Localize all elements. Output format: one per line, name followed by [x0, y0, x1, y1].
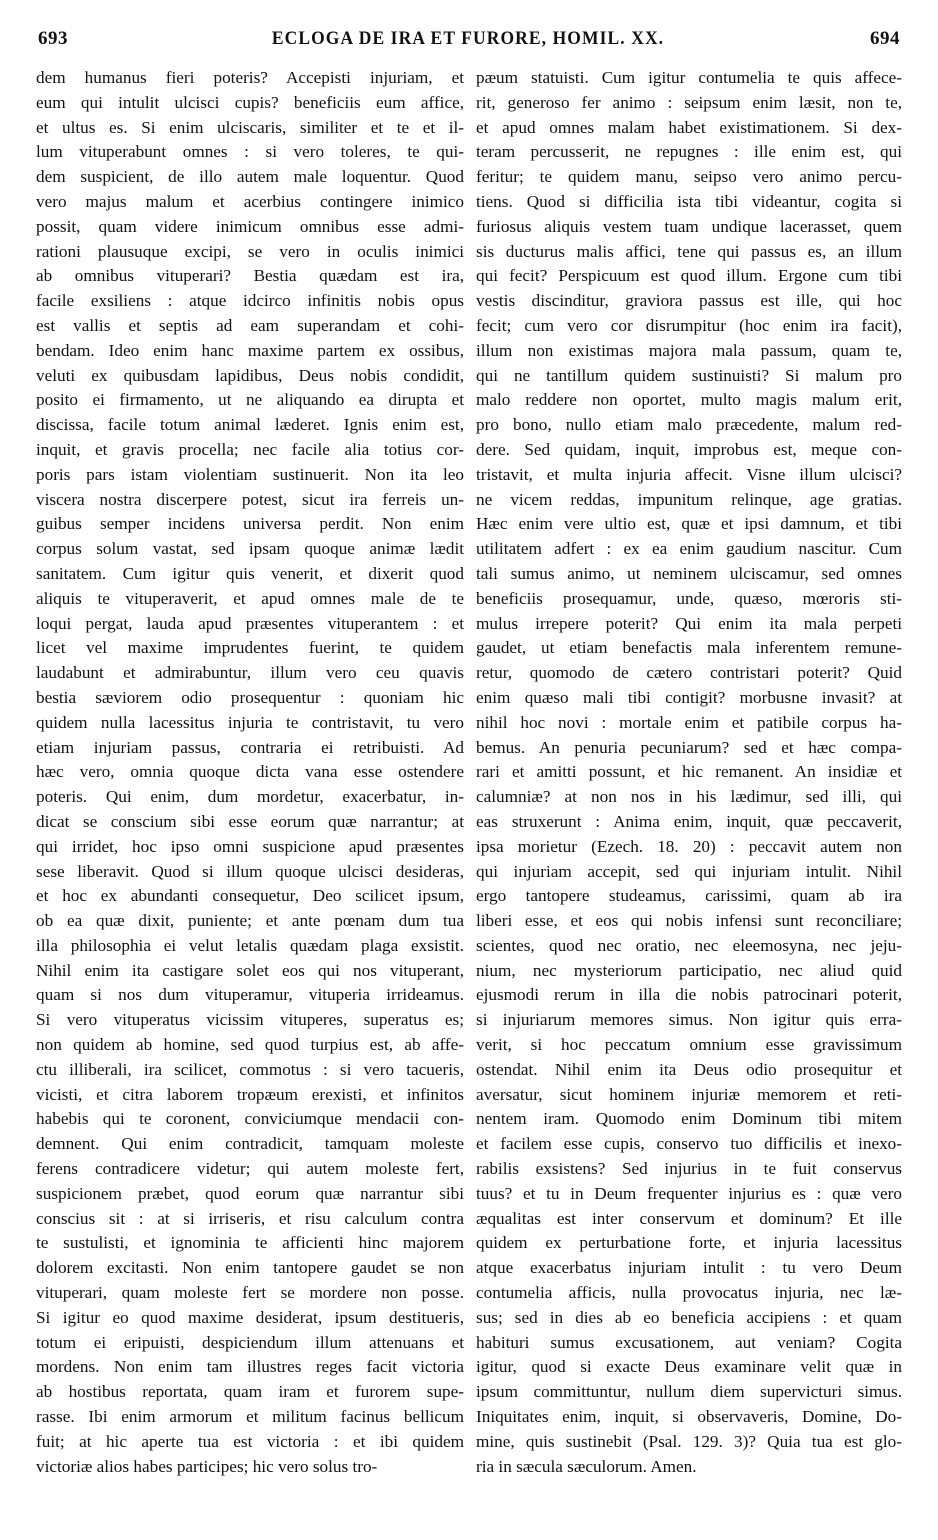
text-line: vestis discinditur, graviora passus est ille, qui hoc	[476, 291, 902, 311]
text-line: laudabunt et admirabuntur, illum vero ceu quavis	[36, 663, 464, 683]
text-line: teram percusserit, ne repugnes : ille enim est, qui	[476, 142, 902, 162]
text-line: rabilis exsistens? Sed injurius in te fuit conservus	[476, 1159, 902, 1179]
text-line: Iniquitates enim, inquit, si observaveris, Domine, Do-	[476, 1407, 902, 1427]
text-line: eum qui intulit ulcisci cupis? beneficiis eum affice,	[36, 92, 464, 112]
text-line: conscius sit : at si irriseris, et risu calculum contra	[36, 1208, 464, 1228]
text-line: etiam injuriam passus, contraria ei retribuisti. Ad	[36, 737, 464, 757]
text-line: qui injuriam accepit, sed qui injuriam intulit. Nihil	[476, 861, 902, 881]
text-line: vero majus malum et acerbius contingere inimico	[36, 191, 464, 211]
text-line: qui fecit? Perspicuum est quod illum. Ergone cum tibi	[476, 266, 902, 286]
text-line: est vallis et septis ad eam superandam et cohi-	[36, 315, 464, 335]
text-line: sanitatem. Cum igitur quis venerit, et dixerit quod	[36, 563, 464, 583]
text-line: qui ne tantillum quidem sustinuisti? Si malum pro	[476, 365, 902, 385]
right-page-number: 694	[870, 28, 900, 49]
text-line: discissa, facile totum animal læderet. Ignis enim est,	[36, 415, 464, 435]
text-line: ne vicem reddas, impunitum relinque, age gratias.	[476, 489, 902, 509]
text-line: beneficiis prosequamur, unde, quæso, mœroris sti-	[476, 588, 902, 608]
text-line: pro bono, nullo etiam malo præcedente, malum red-	[476, 415, 902, 435]
text-line: poris pars istam violentiam sustinuerit. Non ita leo	[36, 464, 464, 484]
text-line: ipsum committuntur, nullum diem supervicturi simus.	[476, 1382, 902, 1402]
text-line: bemus. An penuria pecuniarum? sed et hæc compa-	[476, 737, 902, 757]
text-line: quam si nos dum vituperamur, vituperia irrideamus.	[36, 985, 464, 1005]
text-line: suspicionem præbet, quod eorum quæ narrantur sibi	[36, 1183, 464, 1203]
text-line: dem humanus fieri poteris? Accepisti injuriam, et	[36, 68, 464, 87]
text-line: Si igitur eo quod maxime desiderat, ipsum destitueris,	[36, 1307, 464, 1327]
text-line: corpus solum vastat, sed ipsam quoque animæ lædit	[36, 539, 464, 559]
text-line: rasse. Ibi enim armorum et militum facinus bellicum	[36, 1407, 464, 1427]
text-line: verit, si hoc peccatum omnium esse gravissimum	[476, 1035, 902, 1055]
text-line: ria in sæcula sæculorum. Amen.	[476, 1456, 697, 1476]
text-line: dolorem excitasti. Non enim tantopere gaudet se non	[36, 1258, 464, 1278]
text-line: furiosus aliquis vestem tuam undique lacerasset, quem	[476, 216, 902, 236]
running-header	[32, 28, 904, 62]
text-line: dem suspicient, de illo autem male loquentur. Quod	[36, 167, 464, 187]
text-line: lum vituperabunt omnes : si vero toleres, te qui-	[36, 142, 464, 162]
text-line: ctu illiberali, ira scilicet, commotus : si vero tacueris,	[36, 1059, 464, 1079]
text-line: illum non existimas majora mala passum, quam te,	[476, 340, 902, 360]
text-line: totum ei eripuisti, despiciendum illum attenuans et	[36, 1332, 464, 1352]
text-line: facile exsiliens : atque idcirco infinitis nobis opus	[36, 291, 464, 311]
text-line: contumelia afficis, nulla provocatus injuria, nec læ-	[476, 1283, 902, 1303]
text-line: possit, quam videre inimicum omnibus esse admi-	[36, 216, 464, 236]
text-line: licet vel maxime imprudentes fuerint, te quidem	[36, 638, 464, 658]
text-line: ferens contradicere videtur; qui autem moleste fert,	[36, 1159, 464, 1179]
text-line: ab hostibus reportata, quam iram et furorem supe-	[36, 1382, 464, 1402]
text-line: gaudet, ut etiam benefactis mala inferentem remune-	[476, 638, 902, 658]
text-line: bestia sæviorem odio prosequentur : quoniam hic	[36, 687, 464, 707]
left-page-number: 693	[38, 28, 68, 49]
text-line: rationi plausuque excipi, se vero in oculis inimici	[36, 241, 464, 261]
text-line: æqualitas est inter conservum et dominum? Et ille	[476, 1208, 902, 1228]
text-line: sus; sed in dies ab eo beneficia accipiens : et quam	[476, 1307, 902, 1327]
text-line: Nihil enim ita castigare solet eos qui nos vituperant,	[36, 960, 464, 980]
text-line: aversatur, sicut hominem injuriæ memorem et reti-	[476, 1084, 902, 1104]
text-line: rit, generoso fer animo : seipsum enim læsit, non te,	[476, 92, 902, 112]
text-line: mine, quis sustinebit (Psal. 129. 3)? Quia tua est glo-	[476, 1431, 902, 1451]
text-line: liberi esse, et eos qui nobis infensi sunt reconciliare;	[476, 911, 902, 931]
text-line: Si vero vituperatus vicissim vituperes, superatus es;	[36, 1010, 464, 1030]
text-line: bendam. Ideo enim hanc maxime partem ex ossibus,	[36, 340, 464, 360]
text-line: ab omnibus vituperari? Bestia quædam est ira,	[36, 266, 464, 286]
text-line: qui irridet, hoc ipso omni suspicione apud præsentes	[36, 836, 464, 856]
text-line: victoriæ alios habes participes; hic vero solus tro-	[36, 1456, 378, 1476]
text-line: et facilem esse cupis, conservo tuo difficilis et inexo-	[476, 1134, 902, 1154]
text-line: mulus irrepere poterit? Qui enim ita mala perpeti	[476, 613, 902, 633]
text-line: dere. Sed quidam, inquit, improbus est, meque con-	[476, 439, 902, 459]
text-line: Hæc enim vere ultio est, quæ et ipsi damnum, et tibi	[476, 514, 902, 534]
text-line: nihil hoc novi : mortale enim et patibile corpus ha-	[476, 712, 902, 732]
text-line: eas struxerunt : Anima enim, inquit, quæ peccaverit,	[476, 811, 902, 831]
text-line: pæum statuisti. Cum igitur contumelia te quis affece-	[476, 68, 902, 87]
text-line: quidem ex perturbatione forte, et injuria lacessitus	[476, 1233, 902, 1253]
text-line: sese liberavit. Quod si illum quoque ulcisci desideras,	[36, 861, 464, 881]
text-line: malo reddere non oportet, multo magis malum erit,	[476, 390, 902, 410]
text-line: dicat se conscium sibi esse eorum quæ narrantur; at	[36, 811, 464, 831]
running-title: ECLOGA DE IRA ET FURORE, HOMIL. XX.	[271, 28, 665, 49]
text-line: non quidem ab homine, sed quod turpius est, ab affe-	[36, 1035, 464, 1055]
text-line: rari et amitti possunt, et hic remanent. An insidiæ et	[476, 762, 902, 782]
text-line: et apud omnes malam habet existimationem. Si dex-	[476, 117, 902, 137]
text-line: hæc vero, omnia quoque dicta vana esse ostendere	[36, 762, 464, 782]
text-line: fuit; at hic aperte tua est victoria : et ibi quidem	[36, 1431, 464, 1451]
text-line: ob ea quæ dixit, puniente; et ante pœnam dum tua	[36, 911, 464, 931]
text-line: quidem nulla lacessitus injuria te contristavit, tu vero	[36, 712, 464, 732]
text-line: habebis qui te coronent, conviciumque mendacii con-	[36, 1109, 464, 1129]
text-line: nium, nec mysteriorum participatio, nec aliud quid	[476, 960, 902, 980]
text-line: poteris. Qui enim, dum mordetur, exacerbatur, in-	[36, 787, 464, 807]
text-line: fecit; cum vero cor disrumpitur (hoc enim ira facit),	[476, 315, 902, 335]
text-line: feritur; te quidem manu, seipso vero animo percu-	[476, 167, 902, 187]
text-line: vicisti, et citra laborem tropæum erexisti, et infinitos	[36, 1084, 464, 1104]
text-line: habituri sumus excusationem, aut veniam? Cogita	[476, 1332, 902, 1352]
text-line: demnent. Qui enim contradicit, tamquam moleste	[36, 1134, 464, 1154]
text-line: tristavit, et multa injuria affecit. Visne illum ulcisci?	[476, 464, 902, 484]
text-line: loqui pergat, lauda apud præsentes vituperantem : et	[36, 613, 464, 633]
text-line: ergo tantopere studeamus, carissimi, quam ab ira	[476, 886, 902, 906]
right-column	[476, 66, 902, 1479]
text-line: et ultus es. Si enim ulciscaris, similiter et te et il-	[36, 117, 464, 137]
text-line: aliquis te vituperaverit, et apud omnes male de te	[36, 588, 464, 608]
text-line: ipsa morietur (Ezech. 18. 20) : peccavit autem non	[476, 836, 902, 856]
text-line: sis ducturus malis affici, tene qui passus es, an illum	[476, 241, 902, 261]
text-line: calumniæ? at non nos in his lædimur, sed illi, qui	[476, 787, 902, 807]
text-line: veluti ex quibusdam lapidibus, Deus nobis condidit,	[36, 365, 464, 385]
text-line: mordens. Non enim tam illustres reges facit victoria	[36, 1357, 464, 1377]
text-line: si injuriarum memores simus. Non igitur quis erra-	[476, 1010, 902, 1030]
text-line: vituperari, quam moleste fert se mordere non posse.	[36, 1283, 464, 1303]
text-line: nentem iram. Quomodo enim Dominum tibi mitem	[476, 1109, 902, 1129]
text-line: atque exacerbatus injuriam intulit : tu vero Deum	[476, 1258, 902, 1278]
left-column	[36, 66, 464, 1479]
text-line: inquit, et gravis procella; nec facile alia totius cor-	[36, 439, 464, 459]
text-line: tiens. Quod si difficilia ista tibi videantur, cogita si	[476, 191, 902, 211]
text-line: enim quæso mali tibi contigit? morbusne invasit? at	[476, 687, 902, 707]
text-line: et hoc ex abundanti consequetur, Deo scilicet ipsum,	[36, 886, 464, 906]
text-line: ejusmodi rerum in illa die nobis patrocinari poterit,	[476, 985, 902, 1005]
text-line: te sustulisti, et ignominia te afficienti hinc majorem	[36, 1233, 464, 1253]
text-line: guibus semper incidens universa perdit. Non enim	[36, 514, 464, 534]
text-line: posito ei firmamento, ut ne aliquando ea dirupta et	[36, 390, 464, 410]
text-line: igitur, quod si exacte Deus examinare velit quæ in	[476, 1357, 902, 1377]
text-line: illa philosophia ei velut letalis quædam plaga exsistit.	[36, 935, 464, 955]
text-line: ostendat. Nihil enim ita Deus odio prosequitur et	[476, 1059, 902, 1079]
text-line: viscera nostra discerpere potest, sicut ira ferreis un-	[36, 489, 464, 509]
text-line: retur, quomodo de cætero contristari poterit? Quid	[476, 663, 902, 683]
text-line: utilitatem adfert : ex ea enim gaudium nascitur. Cum	[476, 539, 902, 559]
text-line: tali sumus animo, ut neminem ulciscamur, sed omnes	[476, 563, 902, 583]
text-line: scientes, quod nec oratio, nec eleemosyna, nec jeju-	[476, 935, 902, 955]
text-line: tuus? et tu in Deum frequenter injurius es : quæ vero	[476, 1183, 902, 1203]
